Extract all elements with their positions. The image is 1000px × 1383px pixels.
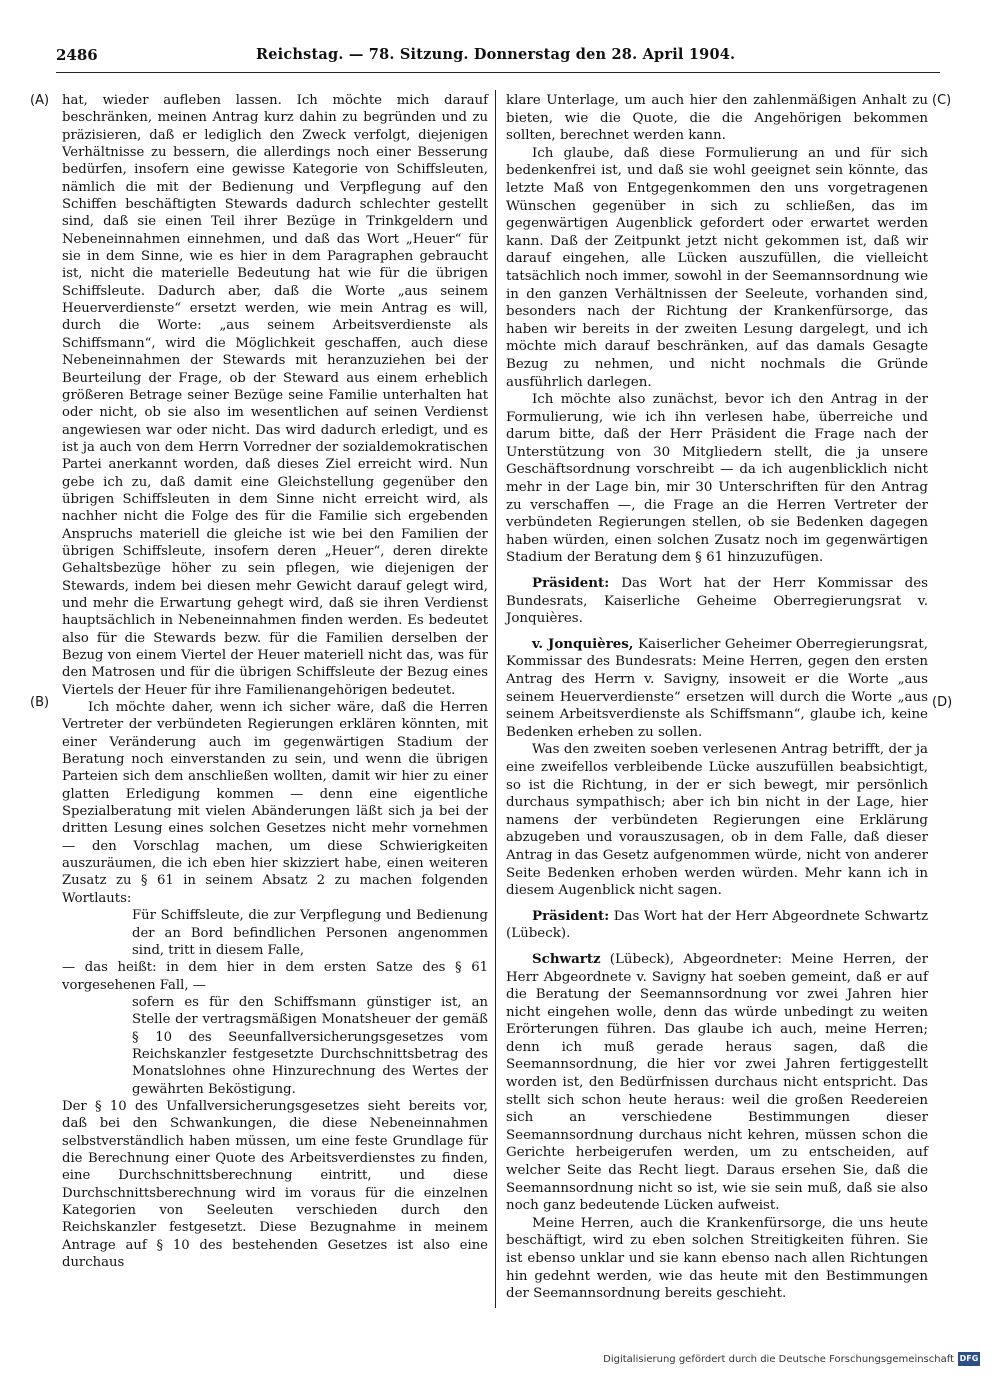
dfg-logo: DFG: [958, 1352, 980, 1366]
digitization-footer: [560, 1352, 980, 1372]
right-column: [506, 92, 928, 1303]
paragraph: hat, wieder aufleben lassen. Ich möchte mich darauf beschränken, meinen Antrag kurz dahin zu begründen und zu präzisieren, daß er lediglich den Zweck verfolgt, diejenigen Verhältnisse zu bessern, die allerdings noch einer Besserung bedürfen, insofern eine gewisse Kategorie von Schiffsleuten, nämlich die mit der Bedienung und Verpflegung auf den Schiffen beschäftigten Stewards dadurch schlechter gestellt sind, daß sie einen Teil ihrer Bezüge in Trinkgeldern und Nebeneinnahmen einnehmen, und daß das Wort „Heuer“ für sie in dem Sinne, wie es hier in dem Paragraphen gebraucht ist, nicht die materielle Bedeutung hat wie für die übrigen Schiffsleute. Dadurch aber, daß die Worte „aus seinem Heuerverdienste“ ersetzt werden, wie mein Antrag es will, durch die Worte: „aus seinem Arbeitsverdienste als Schiffsmann“, wird die Möglichkeit geschaffen, auch diese Nebeneinnahmen der Stewards mit heranzuziehen bei der Beurteilung der Frage, ob der Steward aus einem erheblich größeren Betrage seiner Bezüge seine Familie unterhalten hat oder nicht, ob sie also im wesentlichen auf seinen Verdienst angewiesen war oder nicht. Das wird dadurch erledigt, und es ist ja auch von dem Herrn Vorredner der sozialdemokratischen Partei anerkannt worden, daß dieses Ziel erreicht wird. Nun gebe ich zu, daß damit eine Gleichstellung gegenüber den übrigen Schiffsleuten in dem Sinne nicht erreicht wird, als nachher nicht die Folge des für die Familie sich ergebenden Anspruchs materiell die gleiche ist wie bei den Familien der übrigen Schiffsleute, insofern deren „Heuer“, deren direkte Gehaltsbezüge höher zu sein pflegen, wie diejenigen der Stewards, indem bei diesen mehr Gewicht darauf gelegt wird, und mehr die Erwartung gehegt wird, daß sie ihren Verdienst hauptsächlich in Nebeneinnahmen finden werden. Es bedeutet also für die Stewards bezw. für die Familien derselben der Bezug von einem Viertel der Heuer materiell nicht das, was für den Matrosen und für die übrigen Schiffsleute der Bezug eines Viertels der Heuer für ihre Familienangehörigen bedeutet.: [62, 93, 488, 698]
margin-mark-b: (B): [30, 695, 50, 710]
margin-mark-a: (A): [30, 93, 50, 108]
speech-text: Kaiserlicher Geheimer Oberregierungsrat, Kommissar des Bundesrats: Meine Herren, gegen den ersten Antrag des Herrn v. Savigny, insoweit er die Worte „aus seinem Heuerverdienste“ ersetzen will durch die Worte „aus seinem Arbeitsverdienste als Schiffsmann“, glaube ich, keine Bedenken erheben zu sollen.: [506, 636, 928, 740]
speech-entry: [506, 951, 928, 1215]
paragraph: Ich möchte daher, wenn ich sicher wäre, daß die Herren Vertreter der verbündeten Regierungen erklären könnten, mit einer Veränderung auch im gegenwärtigen Stadium der Beratung noch einverstanden zu sein, und wenn die übrigen Parteien sich dem anschließen wollten, damit wir hier zu einer glatten Erledigung kommen — denn eine eigentliche Spezialberatung mit vielen Abänderungen läßt sich ja bei der dritten Lesung eines solchen Gesetzes nicht mehr vornehmen — den Vorschlag machen, um diese Schwierigkeiten auszuräumen, die ich eben hier skizziert habe, einen weiteren Zusatz zu § 61 in seinem Absatz 2 zu machen folgenden Wortlauts:: [62, 700, 488, 906]
speaker-name: Schwartz: [532, 950, 601, 967]
paragraph: Ich möchte also zunächst, bevor ich den Antrag in der Formulierung, wie ich ihn verlesen habe, überreiche und darum bitte, daß der Herr Präsident die Frage nach der Unterstützung von 30 Mitgliedern stellt, die ja unsere Geschäftsordnung vorschreibt — da ich augenblicklich nicht mehr in der Lage bin, mir 30 Unterschriften für den Antrag zu verschaffen —, die Frage an die Herren Vertreter der verbündeten Regierungen stellen, ob sie Bedenken dagegen haben würden, einen solchen Zusatz noch im gegenwärtigen Stadium der Beratung dem § 61 hinzuzufügen.: [506, 392, 928, 566]
paragraph: — das heißt: in dem hier in dem ersten Satze des § 61 vorgesehenen Fall, —: [62, 960, 488, 993]
speech-text: Das Wort hat der Herr Abgeordnete Schwartz (Lübeck).: [506, 908, 928, 942]
speech-entry: [506, 575, 928, 628]
speech-text: (Lübeck), Abgeordneter: Meine Herren, der Herr Abgeordnete v. Savigny hat soeben gemeint, daß er auf die Beratung der Seemannsordnung vor zwei Jahren hier nicht eingehen wolle, denn das würde unbedingt zu weiten Erörterungen führen. Das glaube ich auch, meine Herren; denn ich muß gerade heraus sagen, daß die Seemannsordnung, die hier vor zwei Jahren fertiggestellt worden ist, den Bedürfnissen durchaus nicht entspricht. Das stellt sich schon heute heraus: weil die großen Reedereien sich an verschiedene Bestimmungen dieser Seemannsordnung durchaus nicht kehren, müssen schon die Gerichte herbeigerufen werden, um zu entscheiden, auf welcher Seite das Recht liegt. Daraus ersehen Sie, daß die Seemannsordnung nicht so ist, wie sie sein muß, daß sie also noch ganz bedeutende Lücken aufweist.: [506, 951, 928, 1214]
header-rule: [56, 72, 940, 73]
running-title: Reichstag. — 78. Sitzung. Donnerstag den 28. April 1904.: [256, 46, 736, 63]
page-header: [56, 46, 940, 72]
speaker-name: Präsident:: [532, 907, 610, 924]
speech-entry: [506, 636, 928, 742]
column-divider: [495, 90, 496, 1308]
paragraph: Was den zweiten soeben verlesenen Antrag betrifft, der ja eine zweifellos verbleibende Lücke auszufüllen beabsichtigt, so ist die Richtung, in der er sich bewegt, mir persönlich durchaus sympathisch; aber ich bin nicht in der Lage, hier namens der verbündeten Regierungen eine Erklärung abzugeben und vorauszusagen, ob in dem Falle, daß dieser Antrag in das Gesetz aufgenommen würde, nicht von anderer Seite Bedenken erhoben werden würden. Mehr kann ich in diesem Augenblick nicht sagen.: [506, 742, 928, 899]
speech-entry: [506, 908, 928, 943]
paragraph: Meine Herren, auch die Krankenfürsorge, die uns heute beschäftigt, wird zu eben solchen Streitigkeiten führen. Sie ist ebenso unklar und sie kann ebenso nach allen Richtungen hin gedehnt werden, wie das heute mit den Bestimmungen der Seemannsordnung bereits geschieht.: [506, 1215, 928, 1302]
margin-mark-d: (D): [932, 695, 953, 710]
digitization-credit: Digitalisierung gefördert durch die Deutsche Forschungsgemeinschaft: [603, 1354, 954, 1365]
quoted-amendment: sofern es für den Schiffsmann günstiger ist, an Stelle der vertragsmäßigen Monatsheuer der gemäß § 10 des Seeunfallversicherungsgesetzes vom Reichskanzler festgesetzte Durchschnittsbetrag des Monatslohnes ohne Hinzurechnung des Wertes der gewährten Beköstigung.: [132, 994, 488, 1097]
quoted-amendment: Für Schiffsleute, die zur Verpflegung und Bedienung der an Bord befindlichen Personen angenommen sind, tritt in diesem Falle,: [132, 908, 488, 958]
speech-text: Das Wort hat der Herr Kommissar des Bundesrats, Kaiserliche Geheime Oberregierungsrat v. Jonquières.: [506, 576, 929, 627]
speaker-name: Präsident:: [532, 575, 610, 592]
speaker-name: v. Jonquières,: [532, 635, 634, 652]
page-number: 2486: [56, 46, 98, 64]
paragraph: klare Unterlage, um auch hier den zahlenmäßigen Anhalt zu bieten, wie die Quote, die die Angehörigen bekommen sollten, berechnet werden kann.: [506, 93, 928, 144]
paragraph: Der § 10 des Unfallversicherungsgesetzes sieht bereits vor, daß bei den Schwankungen, die diese Nebeneinnahmen selbstverständlich haben müssen, um eine feste Grundlage für die Berechnung einer Quote des Arbeitsverdienstes zu finden, eine Durchschnittsberechnung eintritt, und diese Durchschnittsberechnung wird im voraus für die einzelnen Kategorien von Seeleuten verschieden durch den Reichskanzler festgesetzt. Diese Bezugnahme in meinem Antrage auf § 10 des bestehenden Gesetzes ist also eine durchaus: [62, 1098, 488, 1271]
paragraph: Ich glaube, daß diese Formulierung an und für sich bedenkenfrei ist, und daß sie wohl geeignet sein könnte, das letzte Maß von Entgegenkommen den uns vorgetragenen Wünschen gegenüber in sich zu schließen, das im gegenwärtigen Augenblick gefordert oder erwartet werden kann. Daß der Zeitpunkt jetzt nicht gekommen ist, daß wir darauf eingehen, alle Lücken auszufüllen, die vielleicht tatsächlich noch immer, sowohl in der Seemannsordnung wie in den ganzen Verhältnissen der Seeleute, vorhanden sind, besonders nach der Richtung der Krankenfürsorge, das haben wir bereits in der zweiten Lesung dargelegt, und ich möchte mich darauf beschränken, auf das damals Gesagte Bezug zu nehmen, und nicht nochmals die Gründe ausführlich darlegen.: [506, 145, 928, 390]
left-column: [62, 92, 488, 1271]
margin-mark-c: (C): [932, 93, 952, 108]
